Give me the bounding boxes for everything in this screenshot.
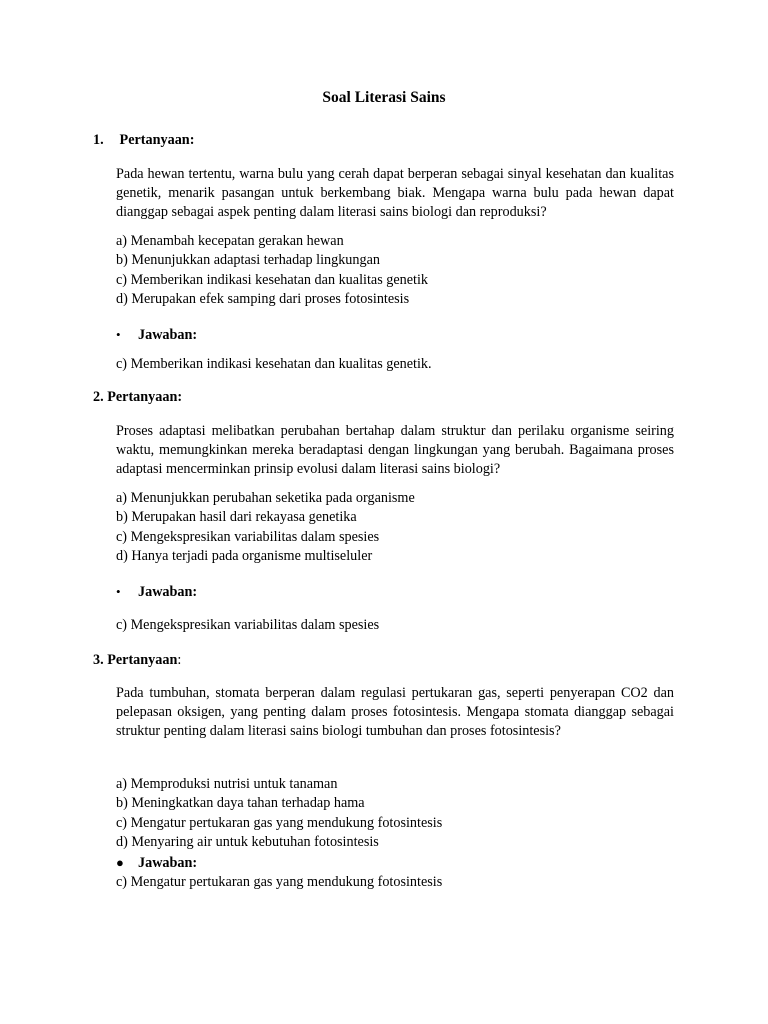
- option-a: a) Menunjukkan perubahan seketika pada organisme: [116, 490, 415, 506]
- question-1-answer-heading: [116, 325, 197, 345]
- option-b: b) Menunjukkan adaptasi terhadap lingkungan: [116, 252, 380, 269]
- question-2-answer-heading: [116, 582, 197, 602]
- option-d: d) Menyaring air untuk kebutuhan fotosintesis: [116, 833, 379, 850]
- document-title: Soal Literasi Sains: [322, 89, 446, 106]
- question-2-answer: c) Mengekspresikan variabilitas dalam spesies: [116, 617, 380, 633]
- answer-label: Jawaban:: [138, 855, 198, 871]
- question-3-answer: c) Mengatur pertukaran gas yang mendukung fotosintesis: [116, 874, 443, 890]
- question-2-options: [116, 489, 676, 566]
- bullet-icon: •: [116, 584, 121, 599]
- option-c: c) Memberikan indikasi kesehatan dan kualitas genetik: [116, 271, 429, 288]
- question-1-answer: c) Memberikan indikasi kesehatan dan kualitas genetik.: [116, 356, 432, 372]
- question-2-heading: [93, 388, 182, 407]
- question-2-text: Proses adaptasi melibatkan perubahan bertahap dalam struktur dan perilaku organisme seiring waktu, memungkinkan mereka beradaptasi dengan lingkungan yang berubah. Bagaimana proses adaptasi mencerminkan prinsip evolusi dalam literasi sains biologi?: [116, 423, 674, 477]
- question-1-options: [116, 232, 676, 309]
- question-number: 3.: [93, 652, 104, 668]
- option-d: d) Hanya terjadi pada organisme multiseluler: [116, 547, 373, 564]
- bullet-icon: ●: [116, 855, 124, 870]
- question-3-answer-heading: [116, 853, 197, 873]
- question-number: 2.: [93, 389, 104, 405]
- option-b: b) Meningkatkan daya tahan terhadap hama: [116, 795, 365, 812]
- option-a: a) Menambah kecepatan gerakan hewan: [116, 233, 344, 249]
- option-c: c) Mengekspresikan variabilitas dalam spesies: [116, 528, 380, 545]
- question-1-text: Pada hewan tertentu, warna bulu yang cerah dapat berperan sebagai sinyal kesehatan dan kualitas genetik, menarik pasangan untuk berkembang biak. Mengapa warna bulu pada hewan dapat dianggap sebagai aspek penting dalam literasi sains biologi dan reproduksi?: [116, 166, 674, 220]
- answer-label: Jawaban:: [138, 584, 198, 600]
- question-3-options: [116, 775, 676, 852]
- bullet-icon: •: [116, 327, 121, 342]
- question-3-text: Pada tumbuhan, stomata berperan dalam regulasi pertukaran gas, seperti penyerapan CO2 dan pelepasan oksigen, yang penting dalam proses fotosintesis. Mengapa stomata dianggap sebagai struktur penting dalam literasi sains biologi tumbuhan dan proses fotosintesis?: [116, 685, 674, 739]
- option-d: d) Merupakan efek samping dari proses fotosintesis: [116, 290, 410, 307]
- answer-label: Jawaban:: [138, 327, 198, 343]
- question-1-heading: [93, 131, 194, 150]
- question-label-suffix: :: [177, 652, 182, 668]
- question-number: 1.: [93, 132, 104, 148]
- question-label: Pertanyaan:: [119, 132, 195, 148]
- question-label: Pertanyaan: [107, 652, 178, 668]
- question-3-heading: [93, 651, 181, 670]
- option-c: c) Mengatur pertukaran gas yang mendukung fotosintesis: [116, 814, 443, 831]
- option-a: a) Memproduksi nutrisi untuk tanaman: [116, 776, 338, 792]
- question-label: Pertanyaan:: [107, 389, 183, 405]
- option-b: b) Merupakan hasil dari rekayasa genetika: [116, 509, 357, 526]
